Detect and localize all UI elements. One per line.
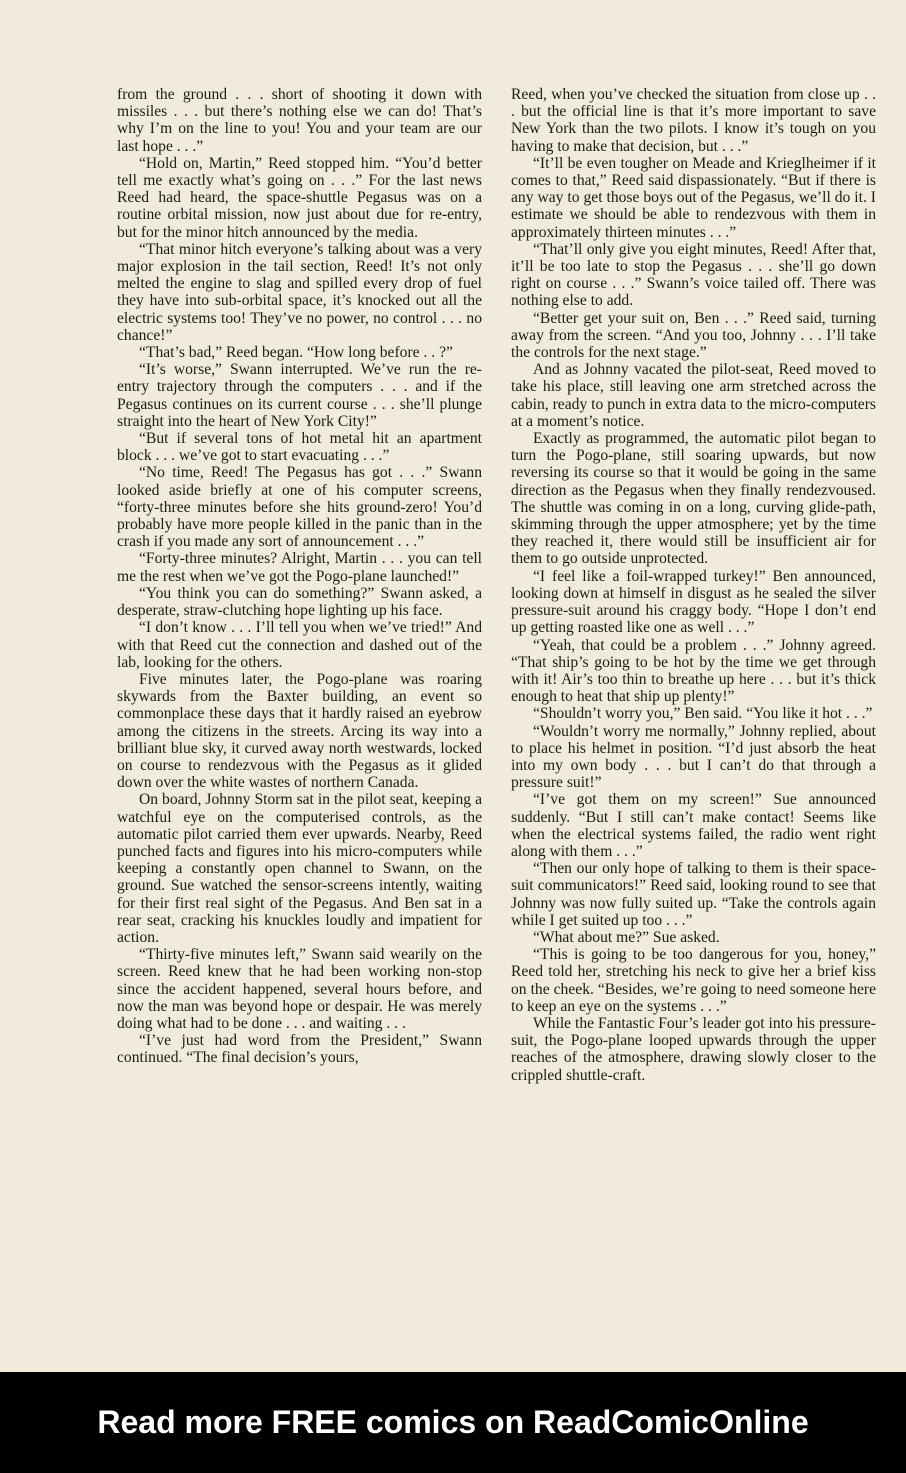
paragraph: “Shouldn’t worry you,” Ben said. “You like it hot . . .” (533, 705, 873, 723)
paragraph: Reed, when you’ve checked the situation from close up . . . but the official line is that it’s more important to save New York than the two pilots. I know it’s tough on you having to make that decision, but . . .” (511, 86, 876, 155)
paragraph: “What about me?” Sue asked. (533, 928, 720, 946)
paragraph: “That minor hitch everyone’s talking about was a very major explosion in the tail section, Reed! It’s not only melted the engine to slag and spilled every drop of fuel they have into sub-orbital space, it’s knocked out all the electric systems too! They’ve no power, no control . . . no chance!” (117, 240, 482, 344)
paragraph: “I’ve just had word from the President,” Swann continued. “The final decision’s yours, (117, 1032, 482, 1067)
paragraph: Exactly as programmed, the automatic pilot began to turn the Pogo-plane, still soaring upwards, but now reversing its course so that it would be going in the same direction as the Pegasus when they finally rendezvoused. The shuttle was coming in on a long, curving glide-path, skimming through the upper atmosphere; yet by the time they reached it, there would still be insufficient air for them to go outside unprotected. (511, 430, 876, 568)
paragraph: “Thirty-five minutes left,” Swann said wearily on the screen. Reed knew that he had been working non-stop since the accident happened, several hours before, and now the man was beyond hope or despair. He was merely doing what had to be done . . . and waiting . . . (117, 946, 482, 1032)
paragraph: “Better get your suit on, Ben . . .” Reed said, turning away from the screen. “And you too, Johnny . . . I’ll take the controls for the next stage.” (511, 309, 876, 362)
footer-banner-text[interactable]: Read more FREE comics on ReadComicOnline (97, 1404, 809, 1440)
paragraph: “I’ve got them on my screen!” Sue announced suddenly. “But I still can’t make contact! Seems like when the electrical systems failed, the radio went right along with them . . .” (511, 791, 876, 860)
paragraph: While the Fantastic Four’s leader got into his pressure-suit, the Pogo-plane looped upwards through the upper reaches of the atmosphere, drawing slowly closer to the crippled shuttle-craft. (511, 1014, 876, 1084)
text-column-left (117, 86, 482, 1067)
paragraph: “This is going to be too dangerous for you, honey,” Reed told her, stretching his neck to give her a brief kiss on the cheek. “Besides, we’re going to need someone here to keep an eye on the systems . . .” (511, 946, 876, 1015)
paragraph: “That’ll only give you eight minutes, Reed! After that, it’ll be too late to stop the Pegasus . . . she’ll go down right on course . . .” Swann’s voice tailed off. There was nothing else to add. (511, 240, 876, 310)
paragraph: “No time, Reed! The Pegasus has got . . .” Swann looked aside briefly at one of his computer screens, “forty-three minutes before she hits ground-zero! You’d probably have more people killed in the panic than in the crash if you made any sort of announcement . . .” (117, 464, 482, 551)
paragraph: “Yeah, that could be a problem . . .” Johnny agreed. “That ship’s going to be hot by the time we get through with it! Air’s too thin to breathe up here . . . but it’s thick enough to heat that ship up plenty!” (511, 636, 876, 706)
paragraph: “It’ll be even tougher on Meade and Krieglheimer if it comes to that,” Reed said dispassionately. “But if there is any way to get those boys out of the Pegasus, we’ll do it. I estimate we should be able to rendezvous with them in approximately thirteen minutes . . .” (511, 154, 876, 241)
paragraph: And as Johnny vacated the pilot-seat, Reed moved to take his place, still leaving one arm stretched across the cabin, ready to punch in extra data to the micro-computers at a moment’s notice. (511, 361, 876, 430)
footer-banner[interactable] (0, 1372, 906, 1473)
paragraph: “I don’t know . . . I’ll tell you when we’ve tried!” And with that Reed cut the connection and dashed out of the lab, looking for the others. (117, 619, 482, 671)
paragraph: “Wouldn’t worry me normally,” Johnny replied, about to place his helmet in position. “I’d just absorb the heat into my own body . . . but I can’t do that through a pressure suit!” (511, 722, 876, 792)
paragraph: “But if several tons of hot metal hit an apartment block . . . we’ve got to start evacuating . . .” (117, 430, 482, 465)
paragraph: “Then our only hope of talking to them is their space-suit communicators!” Reed said, looking round to see that Johnny was now fully suited up. “Take the controls again while I get suited up too . . .” (511, 860, 876, 929)
paragraph: “You think you can do something?” Swann asked, a desperate, straw-clutching hope lighting up his face. (117, 584, 482, 620)
paragraph: On board, Johnny Storm sat in the pilot seat, keeping a watchful eye on the computerised controls, as the automatic pilot carried them ever upwards. Nearby, Reed punched facts and figures into his micro-computers while keeping a constantly open channel to Swann, on the ground. Sue watched the sensor-screens intently, waiting for their first real sight of the Pegasus. And Ben sat in a rear seat, cracking his knuckles loudly and impatient for action. (117, 791, 482, 946)
paragraph: “Forty-three minutes? Alright, Martin . . . you can tell me the rest when we’ve got the Pogo-plane launched!” (117, 550, 482, 585)
paragraph: “I feel like a foil-wrapped turkey!” Ben announced, looking down at himself in disgust as he sealed the silver pressure-suit around his craggy body. “Hope I don’t end up getting roasted like one as well . . .” (511, 567, 876, 637)
text-column-right (511, 86, 876, 1084)
paragraph: “Hold on, Martin,” Reed stopped him. “You’d better tell me exactly what’s going on . . .” For the last news Reed had heard, the space-shuttle Pegasus was on a routine orbital mission, now just about due for re-entry, but for the minor hitch announced by the media. (117, 154, 482, 241)
paragraph: from the ground . . . short of shooting it down with missiles . . . but there’s nothing else we can do! That’s why I’m on the line to you! You and your team are our last hope . . .” (117, 86, 482, 155)
paragraph: “That’s bad,” Reed began. “How long before . . ?” (139, 344, 453, 362)
paragraph: Five minutes later, the Pogo-plane was roaring skywards from the Baxter building, an event so commonplace these days that it hardly raised an eyebrow among the citizens in the streets. Arcing its way into a brilliant blue sky, it curved away north westwards, locked on course to rendezvous with the Pegasus as it glided down over the white wastes of northern Canada. (117, 670, 482, 792)
paragraph: “It’s worse,” Swann interrupted. We’ve run the re-entry trajectory through the computers . . . and if the Pegasus continues on its current course . . . she’ll plunge straight into the heart of New York City!” (117, 361, 482, 430)
